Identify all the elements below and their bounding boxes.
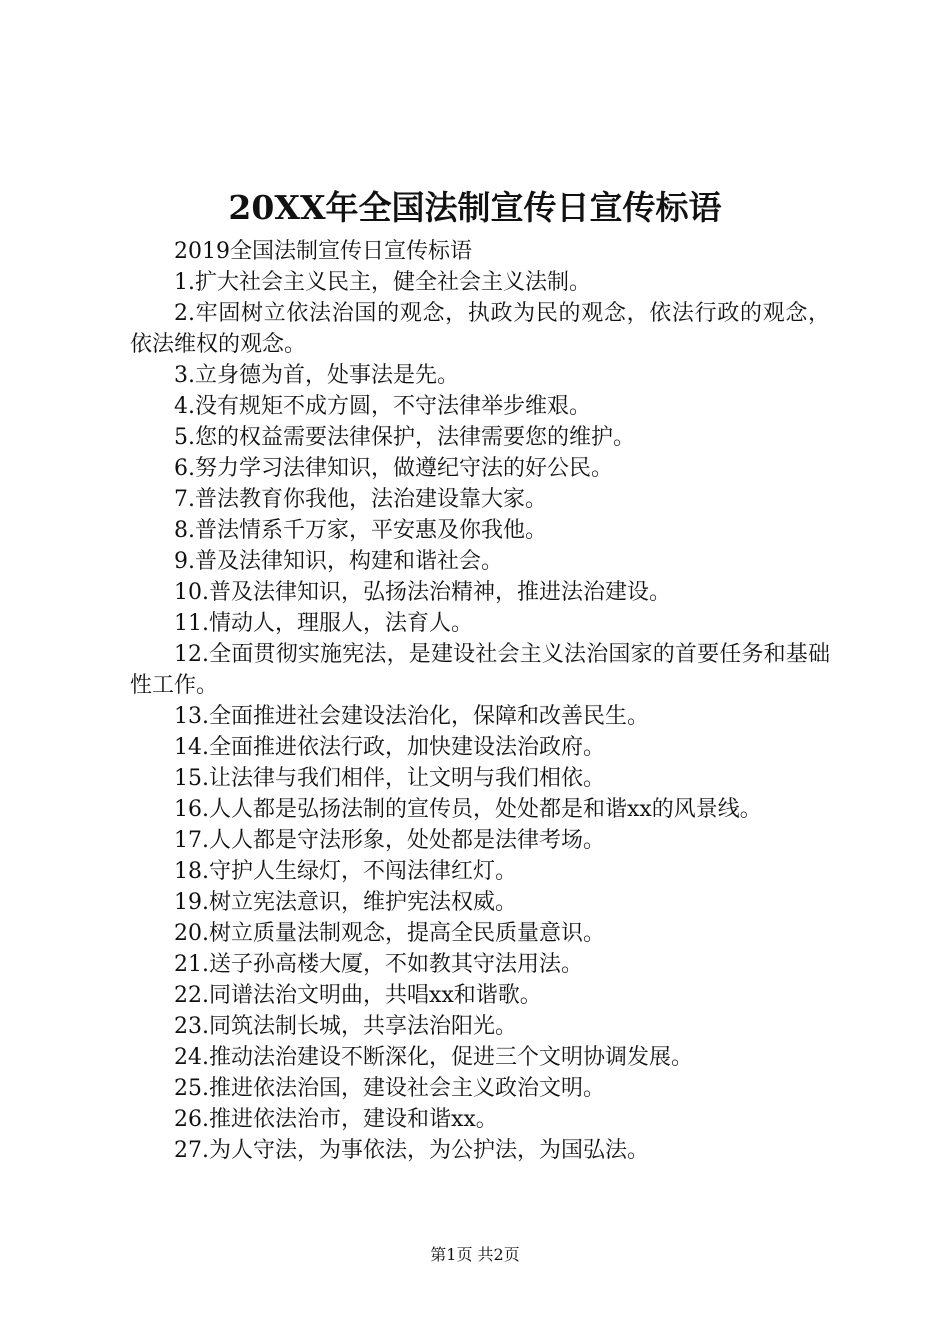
paragraph: 20.树立质量法制观念，提高全民质量意识。 [174, 921, 605, 946]
paragraph: 6.努力学习法律知识，做遵纪守法的好公民。 [174, 456, 613, 481]
paragraph: 23.同筑法制长城，共享法治阳光。 [174, 1014, 517, 1039]
paragraph: 5.您的权益需要法律保护，法律需要您的维护。 [174, 425, 635, 450]
page-footer: 第1页 共2页 [430, 1245, 520, 1264]
paragraph: 12.全面贯彻实施宪法，是建设社会主义法治国家的首要任务和基础性工作。 [130, 642, 830, 698]
paragraph: 18.守护人生绿灯，不闯法律红灯。 [174, 859, 517, 884]
paragraph: 14.全面推进依法行政，加快建设法治政府。 [174, 735, 605, 760]
paragraph: 15.让法律与我们相伴，让文明与我们相依。 [174, 766, 605, 791]
paragraph: 2.牢固树立依法治国的观念，执政为民的观念，依法行政的观念，依法维权的观念。 [130, 301, 830, 357]
paragraph: 3.立身德为首，处事法是先。 [174, 363, 459, 388]
paragraph: 25.推进依法治国，建设社会主义政治文明。 [174, 1076, 605, 1101]
paragraph: 13.全面推进社会建设法治化，保障和改善民生。 [174, 704, 649, 729]
paragraph: 1.扩大社会主义民主，健全社会主义法制。 [174, 270, 591, 295]
paragraph: 24.推动法治建设不断深化，促进三个文明协调发展。 [174, 1045, 693, 1070]
paragraph: 8.普法情系千万家，平安惠及你我他。 [174, 518, 547, 543]
paragraph: 26.推进依法治市，建设和谐xx。 [174, 1107, 498, 1132]
paragraph: 22.同谱法治文明曲，共唱xx和谐歌。 [174, 983, 542, 1008]
paragraph: 19.树立宪法意识，维护宪法权威。 [174, 890, 517, 915]
paragraph: 9.普及法律知识，构建和谐社会。 [174, 549, 503, 574]
paragraph: 21.送子孙高楼大厦，不如教其守法用法。 [174, 952, 583, 977]
paragraph: 7.普法教育你我他，法治建设靠大家。 [174, 487, 547, 512]
document-title: 20XX年全国法制宣传日宣传标语 [228, 188, 722, 227]
paragraph: 16.人人都是弘扬法制的宣传员，处处都是和谐xx的风景线。 [174, 797, 762, 822]
paragraph: 11.情动人，理服人，法育人。 [174, 611, 473, 636]
paragraph: 17.人人都是守法形象，处处都是法律考场。 [174, 828, 605, 853]
paragraph: 4.没有规矩不成方圆，不守法律举步维艰。 [174, 394, 591, 419]
paragraph: 10.普及法律知识，弘扬法治精神，推进法治建设。 [174, 580, 671, 605]
paragraph: 27.为人守法，为事依法，为公护法，为国弘法。 [174, 1138, 649, 1163]
document-body [130, 236, 830, 1166]
paragraph: 2019全国法制宣传日宣传标语 [174, 239, 472, 264]
